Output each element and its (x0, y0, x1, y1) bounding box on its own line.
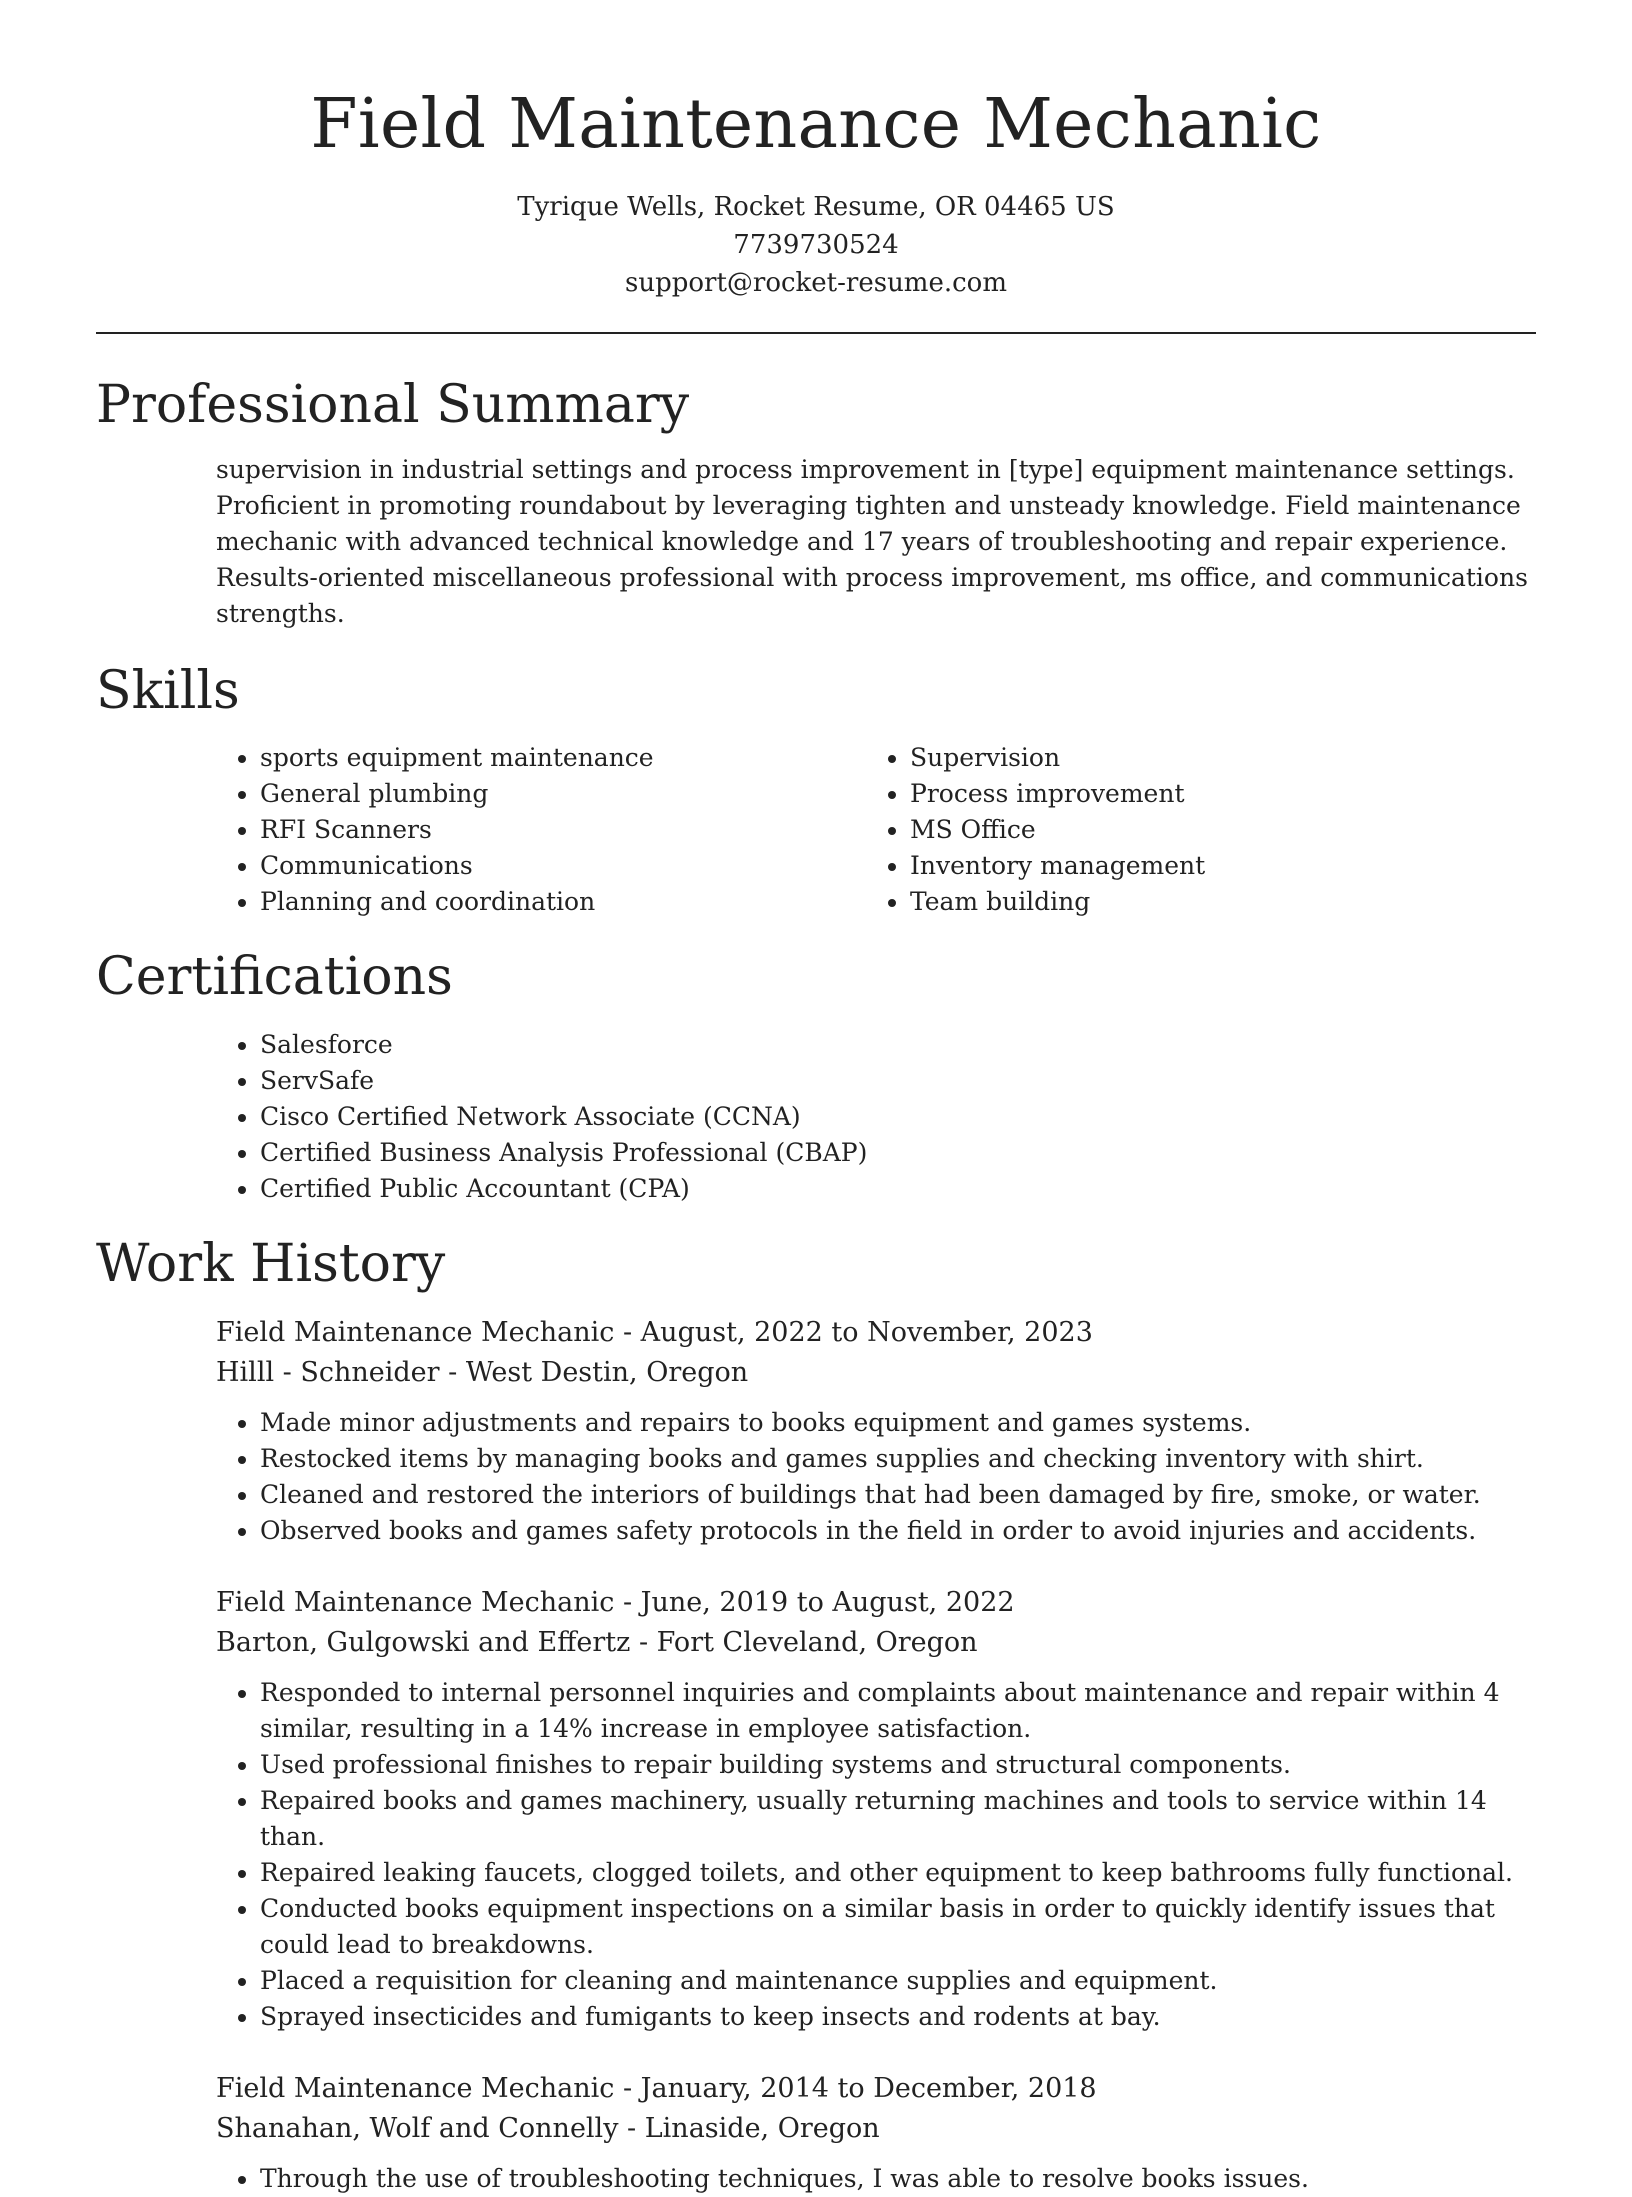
job-bullets (216, 1405, 1536, 1549)
job-location: - Linaside, Oregon (618, 2113, 880, 2145)
skills-heading: Skills (96, 660, 240, 721)
job-bullet: • Used professional finishes to repair building systems and structural components. (260, 1747, 1536, 1783)
job-title: Field Maintenance Mechanic (216, 1587, 615, 1619)
job-dates: - June, 2019 to August, 2022 (614, 1587, 1015, 1619)
job-entry (216, 1313, 1536, 1549)
skills-column-left (216, 740, 866, 920)
job-title-line (216, 1313, 1536, 1353)
resume-title: Field Maintenance Mechanic (310, 85, 1322, 164)
job-title: Field Maintenance Mechanic (216, 1317, 615, 1349)
job-bullets (216, 2161, 1536, 2197)
job-company: Barton, Gulgowski and Effertz (216, 1627, 631, 1659)
job-company-line (216, 1623, 1536, 1663)
job-bullet: • Made minor adjustments and repairs to books equipment and games systems. (260, 1405, 1536, 1441)
contact-email: support@rocket-resume.com (624, 267, 1007, 298)
job-bullet: • Restocked items by managing books and games supplies and checking inventory with shirt. (260, 1441, 1536, 1477)
job-bullet: • Repaired books and games machinery, usually returning machines and tools to service within 14 than. (260, 1783, 1536, 1855)
work-history-heading: Work History (96, 1233, 446, 1294)
skills-column-right (866, 740, 1516, 920)
skill-item: • Communications (260, 848, 866, 884)
job-title-line (216, 1583, 1536, 1623)
job-dates: - August, 2022 to November, 2023 (614, 1317, 1093, 1349)
job-company: Hilll - Schneider (216, 1357, 440, 1389)
job-title: Field Maintenance Mechanic (216, 2073, 615, 2105)
contact-block (96, 188, 1536, 302)
skill-item: • RFI Scanners (260, 812, 866, 848)
job-bullet: • Conducted books equipment inspections on a similar basis in order to quickly identify issues that could lead to breakdowns. (260, 1891, 1536, 1963)
skills-list-left (216, 740, 866, 920)
summary-text: supervision in industrial settings and process improvement in [type] equipment maintenance settings. Proficient in promoting roundabout by leveraging tighten and unsteady knowledge. Field maintenance mechanic with advanced technical knowledge and 17 years of troubleshooting and repair experience. Results-oriented miscellaneous professional with process improvement, ms office, and communications strengths. (216, 454, 1528, 628)
summary-heading: Professional Summary (96, 374, 690, 435)
job-dates: - January, 2014 to December, 2018 (614, 2073, 1097, 2105)
contact-phone: 7739730524 (733, 229, 899, 260)
job-bullets (216, 1675, 1536, 2035)
job-bullet: • Sprayed insecticides and fumigants to keep insects and rodents at bay. (260, 1999, 1536, 2035)
skill-item: • Team building (910, 884, 1516, 920)
job-company-line (216, 2109, 1536, 2149)
skill-item: • Planning and coordination (260, 884, 866, 920)
certification-item: • Cisco Certified Network Associate (CCNA) (260, 1099, 1536, 1135)
certifications-heading: Certifications (96, 947, 453, 1008)
resume-header (96, 0, 1536, 302)
job-company: Shanahan, Wolf and Connelly (216, 2113, 619, 2145)
job-bullet: • Placed a requisition for cleaning and maintenance supplies and equipment. (260, 1963, 1536, 1999)
job-entry (216, 2069, 1536, 2197)
job-bullet: • Observed books and games safety protocols in the field in order to avoid injuries and accidents. (260, 1513, 1536, 1549)
job-entry (216, 1583, 1536, 2035)
skill-item: • sports equipment maintenance (260, 740, 866, 776)
job-bullet: • Cleaned and restored the interiors of buildings that had been damaged by fire, smoke, or water. (260, 1477, 1536, 1513)
contact-address: Tyrique Wells, Rocket Resume, OR 04465 US (517, 191, 1115, 222)
certification-item: • ServSafe (260, 1063, 1536, 1099)
certification-item: • Certified Public Accountant (CPA) (260, 1171, 1536, 1207)
job-title-line (216, 2069, 1536, 2109)
certification-item: • Certified Business Analysis Professional (CBAP) (260, 1135, 1536, 1171)
job-bullet: • Through the use of troubleshooting techniques, I was able to resolve books issues. (260, 2161, 1536, 2197)
skill-item: • Process improvement (910, 776, 1516, 812)
job-location: - Fort Cleveland, Oregon (630, 1627, 978, 1659)
job-bullet: • Repaired leaking faucets, clogged toilets, and other equipment to keep bathrooms fully functional. (260, 1855, 1536, 1891)
job-bullet: • Responded to internal personnel inquiries and complaints about maintenance and repair within 4 similar, resulting in a 14% increase in employee satisfaction. (260, 1675, 1536, 1747)
skill-item: • General plumbing (260, 776, 866, 812)
certification-item: • Salesforce (260, 1027, 1536, 1063)
skill-item: • Supervision (910, 740, 1516, 776)
job-location: - West Destin, Oregon (439, 1357, 749, 1389)
job-company-line (216, 1353, 1536, 1393)
skill-item: • Inventory management (910, 848, 1516, 884)
header-divider (96, 332, 1536, 334)
skill-item: • MS Office (910, 812, 1516, 848)
skills-list-right (866, 740, 1516, 920)
certifications-list (216, 1027, 1536, 1207)
skills-columns (216, 740, 1536, 920)
